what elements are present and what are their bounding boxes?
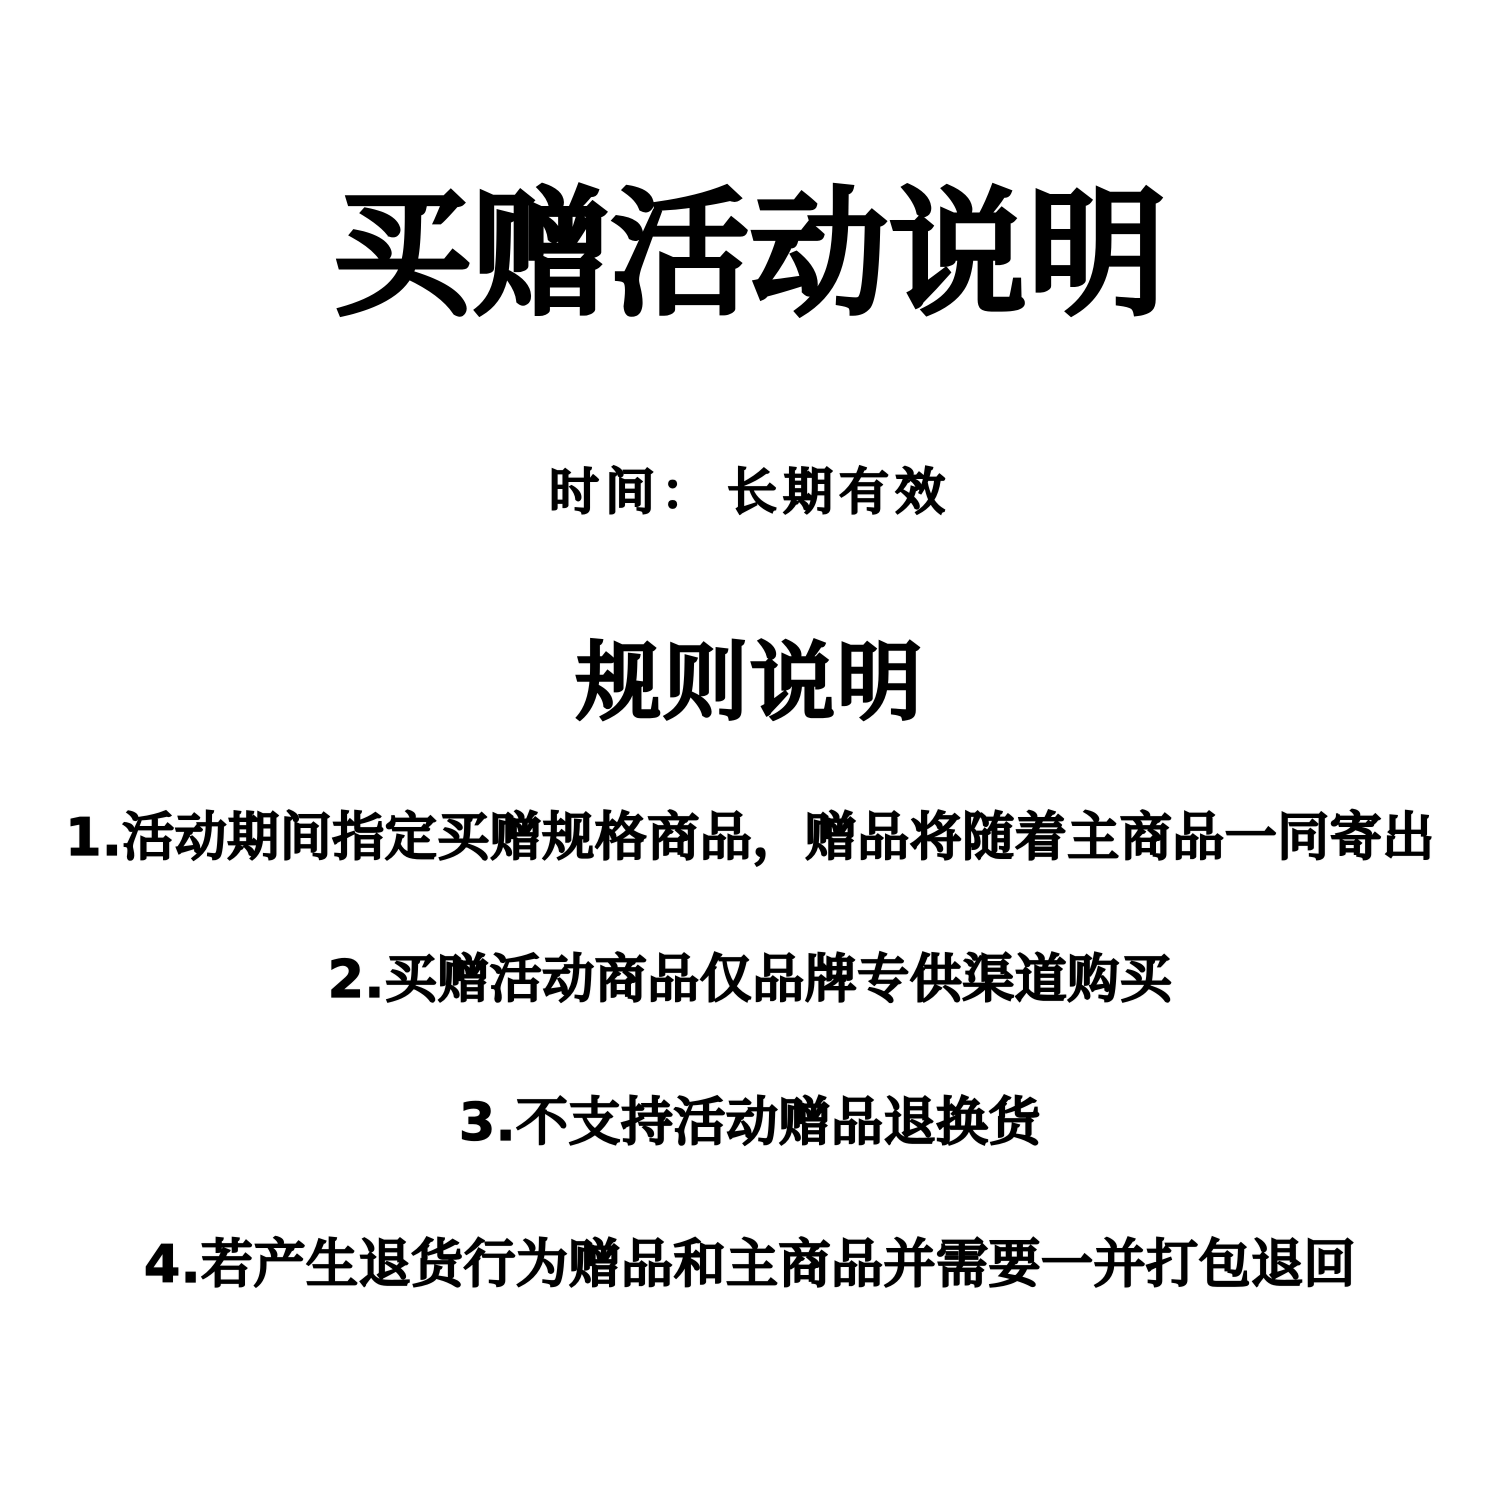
page-title: 买赠活动说明 <box>332 174 1167 335</box>
validity-value: 长期有效 <box>727 463 951 521</box>
rule-item-4: 4.若产生退货行为赠品和主商品并需要一并打包退回 <box>144 1235 1356 1295</box>
rules-heading: 规则说明 <box>575 634 924 733</box>
rule-item-2: 2.买赠活动商品仅品牌专供渠道购买 <box>327 950 1173 1010</box>
rule-item-3: 3.不支持活动赠品退换货 <box>459 1093 1041 1153</box>
validity-label: 时间： <box>549 463 717 521</box>
rule-item-1: 1.活动期间指定买赠规格商品，赠品将随着主商品一同寄出 <box>65 808 1435 868</box>
validity-line <box>0 463 1500 521</box>
